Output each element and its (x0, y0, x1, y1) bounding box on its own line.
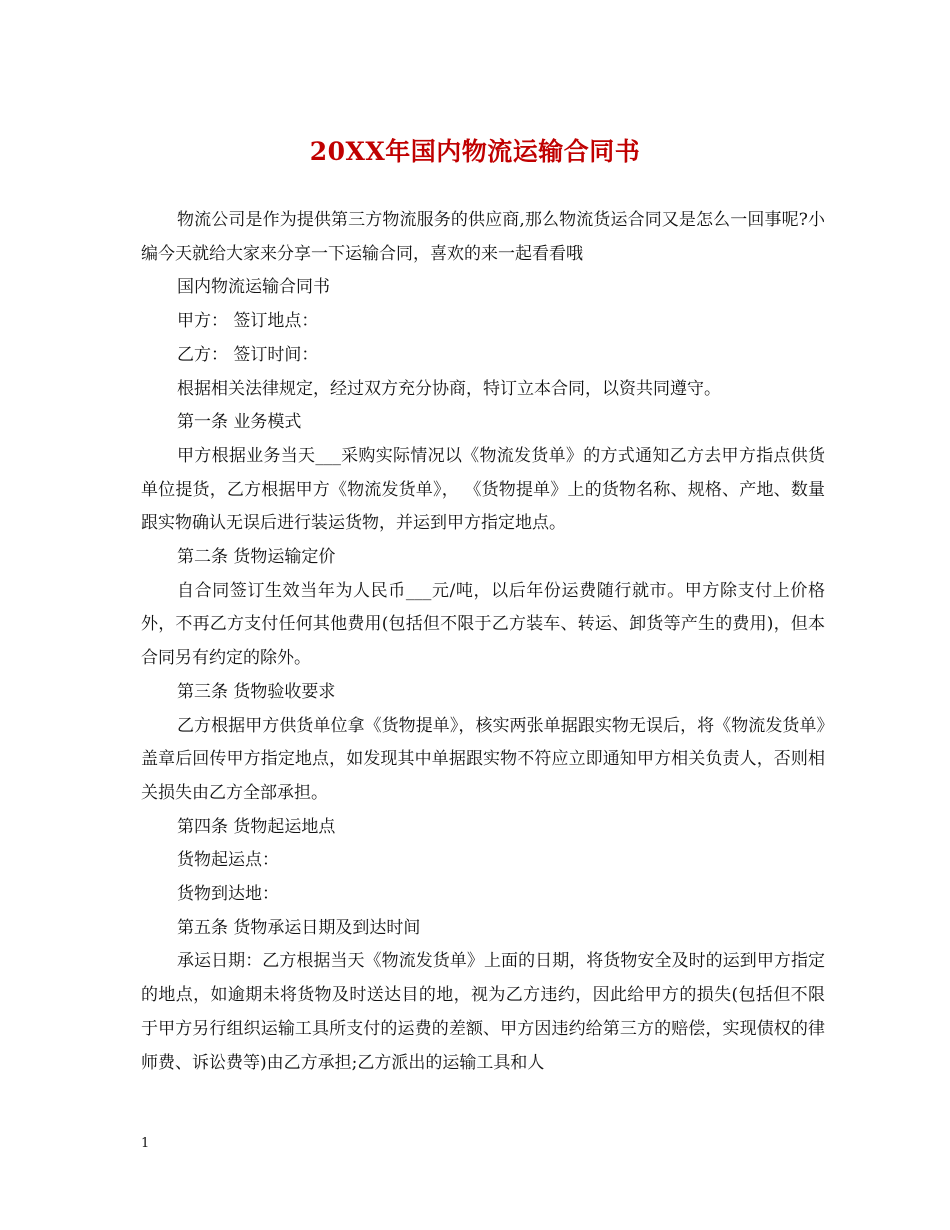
article-4-heading: 第四条 货物起运地点 (177, 816, 336, 837)
article-5-text: 承运日期：乙方根据当天《物流发货单》上面的日期，将货物安全及时的运到甲方指定的地点，如逾期未将货物及时送达目的地，视为乙方违约，因此给甲方的损失(包括但不限于甲方另行组织运输工具所支付的运费的差额、甲方因违约给第三方的赔偿，实现债权的律师费、诉讼费等)由乙方承担;乙方派出的运输工具和人 (141, 951, 825, 1073)
article-1-text: 甲方根据业务当天___采购实际情况以《物流发货单》的方式通知乙方去甲方指点供货单位提货，乙方根据甲方《物流发货单》， 《货物提单》上的货物名称、规格、产地、数量跟实物确认无误后进行装运货物，并运到甲方指定地点。 (141, 445, 825, 534)
document-body (141, 204, 825, 1080)
article-1-heading: 第一条 业务模式 (177, 412, 302, 433)
paragraph-contract-name: 国内物流运输合同书 (177, 277, 330, 298)
page-number: 1 (141, 1136, 150, 1151)
article-4-destination: 货物到达地： (177, 884, 279, 905)
article-4-origin: 货物起运点： (177, 850, 279, 871)
article-2-text: 自合同签订生效当年为人民币___元/吨，以后年份运费随行就市。甲方除支付上价格外，不再乙方支付任何其他费用(包括但不限于乙方装车、转运、卸货等产生的费用)，但本合同另有约定的除外。 (141, 580, 825, 669)
paragraph-party-a: 甲方： 签订地点： (177, 311, 319, 332)
paragraph-party-b: 乙方： 签订时间： (177, 344, 319, 365)
article-3-text: 乙方根据甲方供货单位拿《货物提单》，核实两张单据跟实物无误后，将《物流发货单》盖章后回传甲方指定地点，如发现其中单据跟实物不符应立即通知甲方相关负责人，否则相关损失由乙方全部承担。 (141, 715, 825, 803)
paragraph-intro: 物流公司是作为提供第三方物流服务的供应商,那么物流货运合同又是怎么一回事呢?小编今天就给大家来分享一下运输合同，喜欢的来一起看看哦 (141, 210, 825, 264)
document-title: 20XX年国内物流运输合同书 (309, 137, 641, 166)
article-3-heading: 第三条 货物验收要求 (177, 681, 336, 702)
paragraph-legal-basis: 根据相关法律规定，经过双方充分协商，特订立本合同，以资共同遵守。 (177, 378, 721, 399)
article-2-heading: 第二条 货物运输定价 (177, 547, 336, 568)
article-5-heading: 第五条 货物承运日期及到达时间 (177, 917, 421, 938)
